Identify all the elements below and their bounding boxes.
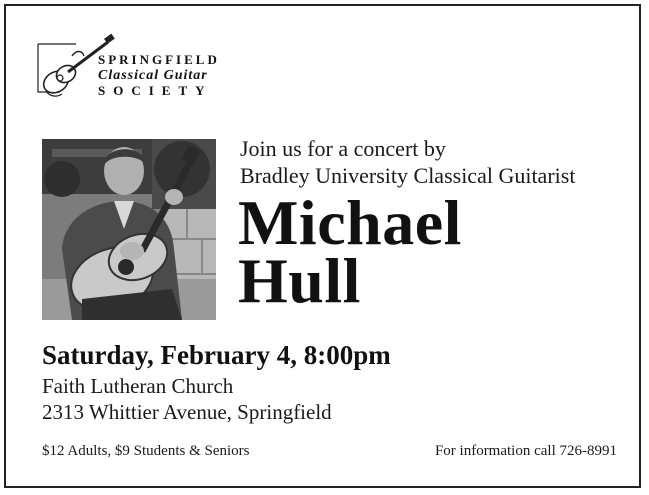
event-date: Saturday, February 4, 8:00pm xyxy=(42,340,391,370)
logo-society: SOCIETY xyxy=(98,83,213,98)
guitarist-photo xyxy=(42,139,216,320)
intro-line-2: Bradley University Classical Guitarist xyxy=(240,163,576,188)
intro-line-1: Join us for a concert by xyxy=(240,136,446,161)
venue-address: 2313 Whittier Avenue, Springfield xyxy=(42,400,332,424)
venue-name: Faith Lutheran Church xyxy=(42,374,234,398)
performer-first-name: Michael xyxy=(238,187,462,258)
performer-name xyxy=(238,187,462,316)
flyer-frame xyxy=(4,4,641,488)
logo-springfield: SPRINGFIELD xyxy=(98,52,220,67)
venue-block xyxy=(42,373,332,425)
performer-last-name: Hull xyxy=(238,245,361,316)
logo-text xyxy=(98,52,220,99)
intro-text xyxy=(240,135,575,189)
logo-classical-guitar: Classical Guitar xyxy=(98,68,208,83)
info-phone: For information call 726-8991 xyxy=(434,443,617,459)
ticket-prices: $12 Adults, $9 Students & Seniors xyxy=(42,443,250,459)
society-logo xyxy=(26,30,266,110)
